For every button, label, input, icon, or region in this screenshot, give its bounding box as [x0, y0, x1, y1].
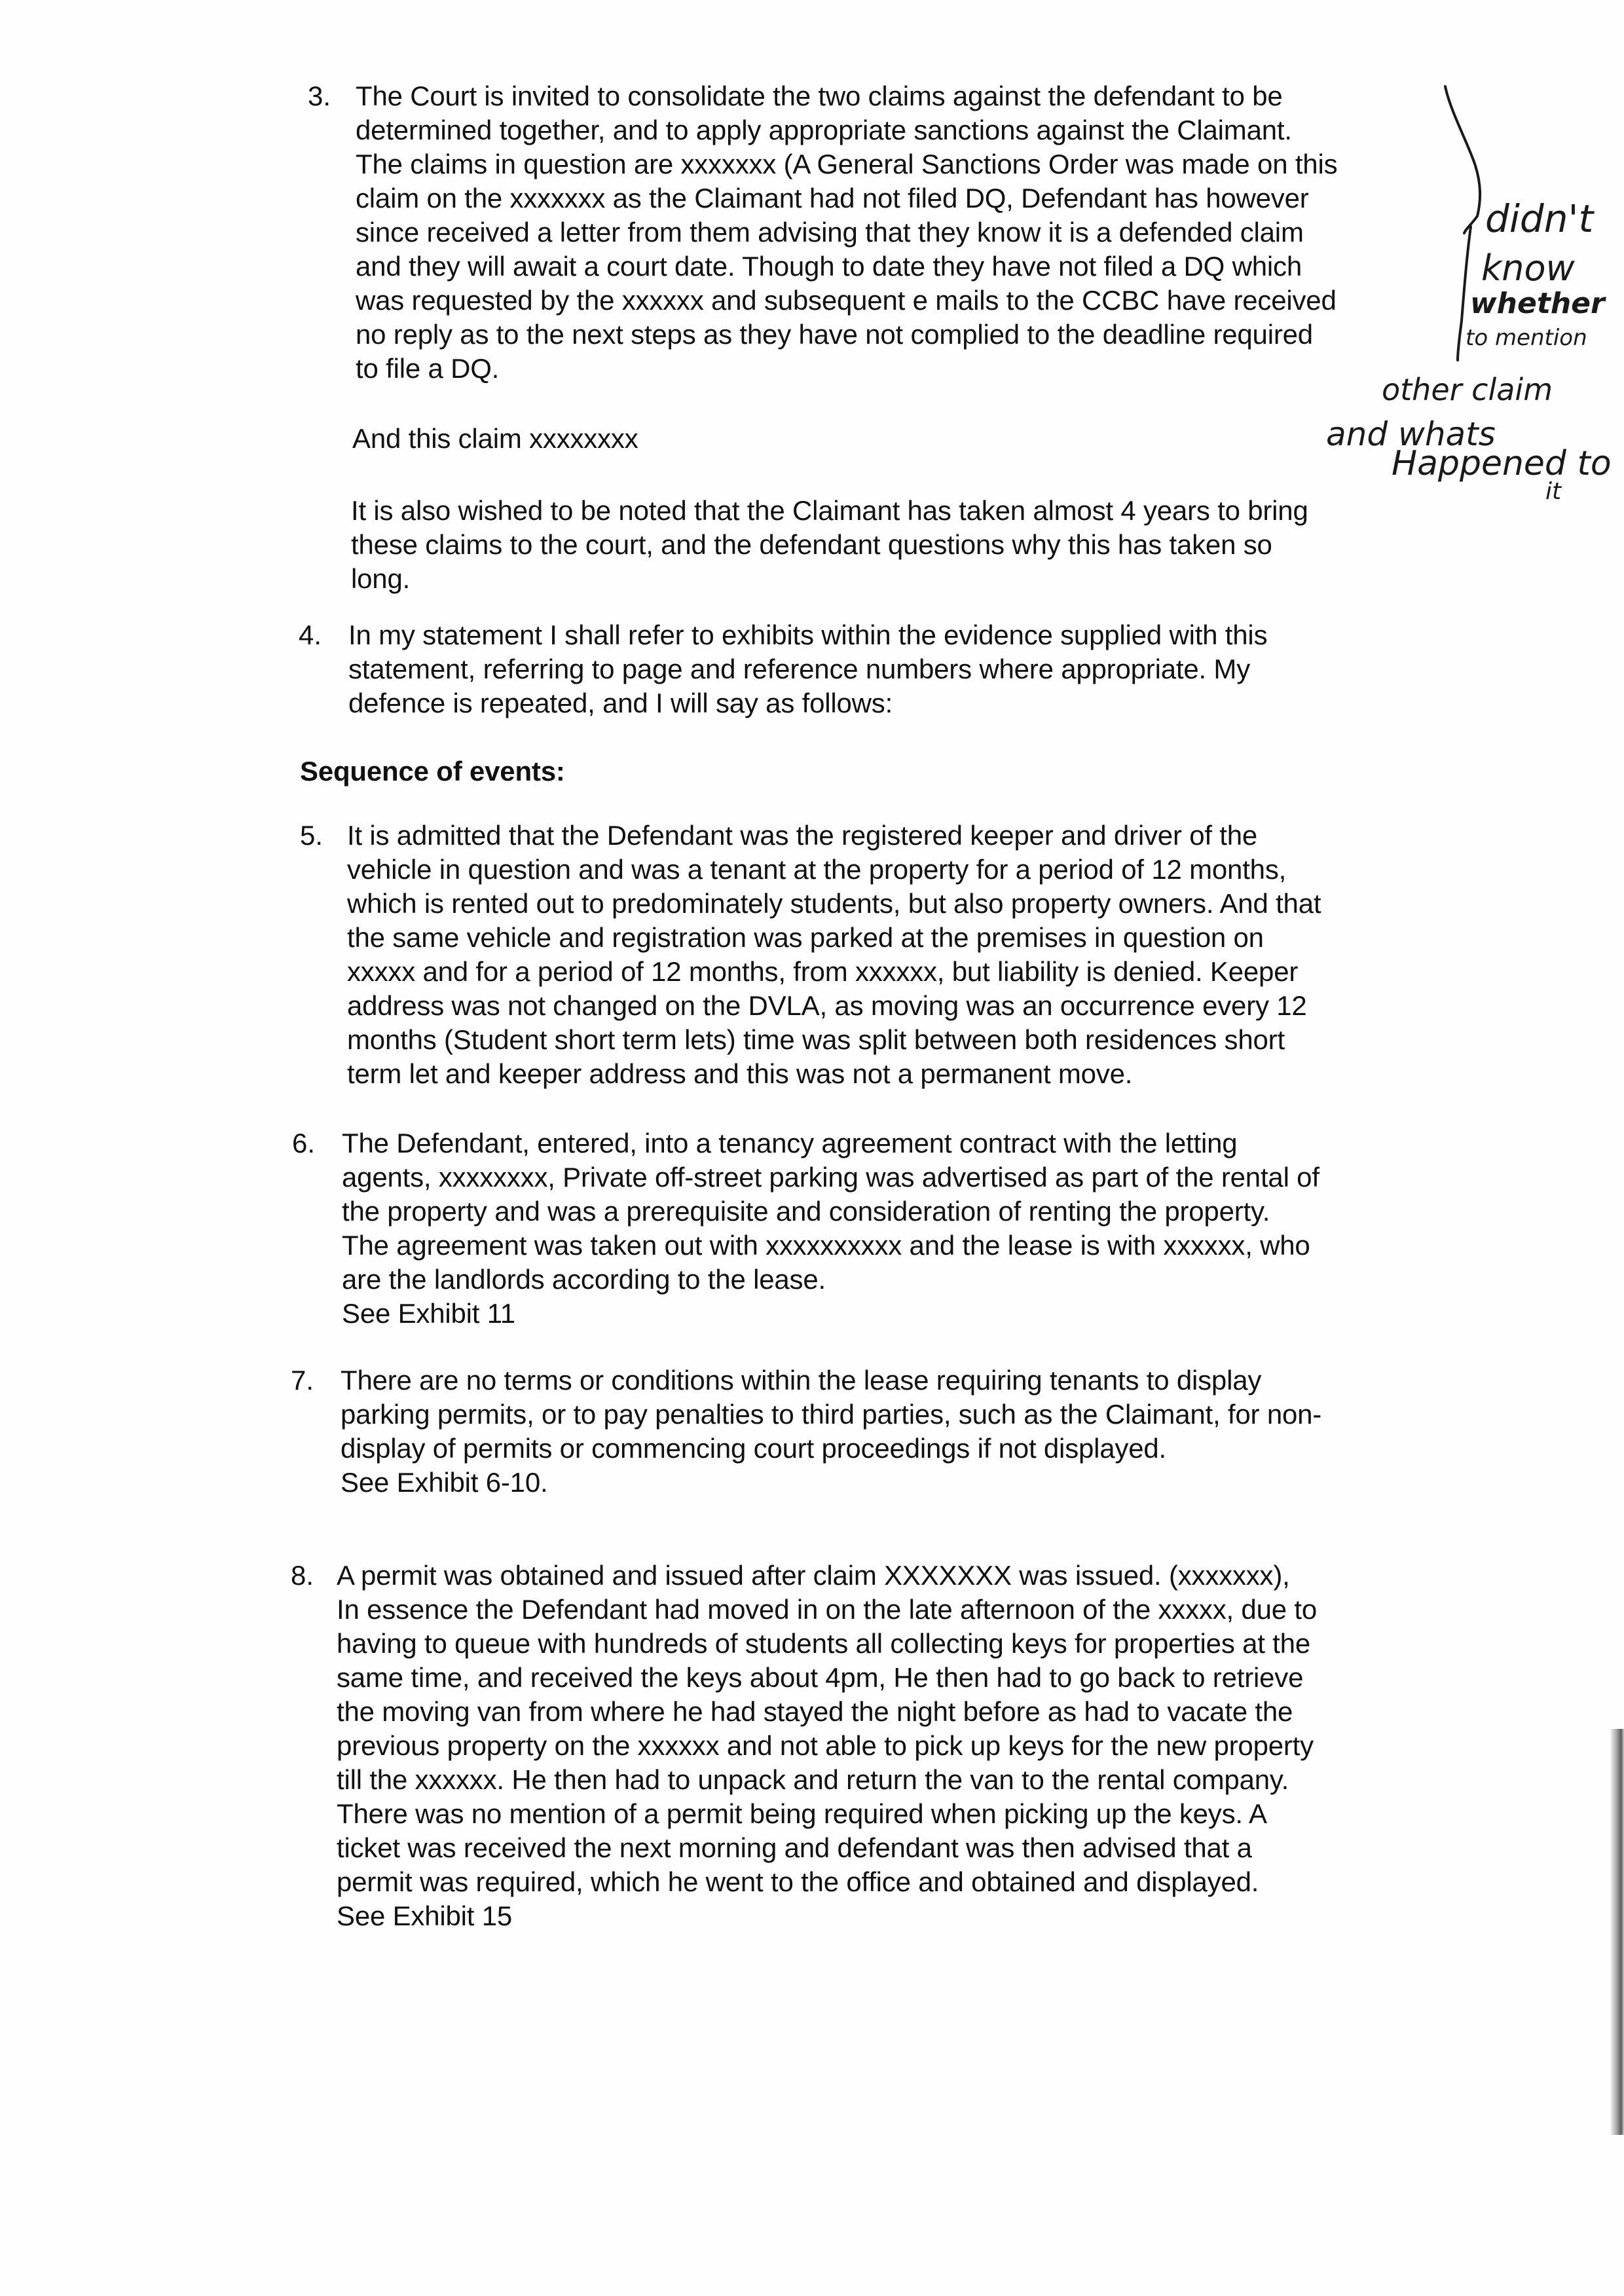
scan-edge-shadow [1610, 1729, 1624, 2135]
text-line: agents, xxxxxxxx, Private off-street parking was advertised as part of the rental of [342, 1162, 1320, 1193]
paragraph-number: 6. [292, 1128, 316, 1158]
text-line: no reply as to the next steps as they have not complied to the deadline required [356, 319, 1313, 350]
handwritten-line: to mention [1466, 325, 1587, 351]
text-line: ticket was received the next morning and defendant was then advised that a [337, 1832, 1252, 1863]
text-line: It is also wished to be noted that the Claimant has taken almost 4 years to bring [351, 495, 1308, 526]
handwritten-line: and whats [1326, 415, 1496, 453]
text-line: parking permits, or to pay penalties to third parties, such as the Claimant, for non- [341, 1399, 1322, 1430]
text-line: It is admitted that the Defendant was the registered keeper and driver of the [347, 820, 1258, 851]
text-line: long. [351, 563, 411, 594]
text-line: display of permits or commencing court proceedings if not displayed. [341, 1433, 1167, 1464]
exhibit-reference: See Exhibit 6-10. [341, 1467, 548, 1498]
section-heading: Sequence of events: [300, 756, 565, 787]
paragraph-number: 4. [299, 620, 322, 650]
text-line: In essence the Defendant had moved in on the late afternoon of the xxxxx, due to [337, 1594, 1318, 1625]
text-line: The Defendant, entered, into a tenancy agreement contract with the letting [342, 1128, 1238, 1158]
text-line: which is rented out to predominately students, but also property owners. And that [347, 888, 1321, 919]
handwritten-line: Happened to [1392, 444, 1612, 483]
text-line: term let and keeper address and this was not a permanent move. [347, 1058, 1133, 1089]
text-line: A permit was obtained and issued after claim XXXXXXX was issued. (xxxxxxx), [337, 1560, 1290, 1591]
text-line: these claims to the court, and the defendant questions why this has taken so [351, 529, 1272, 560]
exhibit-reference: See Exhibit 15 [337, 1900, 513, 1931]
text-line: defence is repeated, and I will say as follows: [348, 688, 893, 718]
text-line: to file a DQ. [356, 353, 500, 384]
text-line: and they will await a court date. Though to date they have not filed a DQ which [356, 251, 1302, 282]
text-line: permit was required, which he went to the office and obtained and displayed. [337, 1866, 1259, 1897]
text-line: are the landlords according to the lease. [342, 1264, 826, 1295]
handwritten-line: it [1545, 478, 1562, 505]
text-line: was requested by the xxxxxx and subsequent e mails to the CCBC have received [356, 285, 1337, 316]
text-line: same time, and received the keys about 4pm, He then had to go back to retrieve [337, 1662, 1304, 1693]
paragraph-number: 3. [308, 81, 331, 111]
text-line: There was no mention of a permit being required when picking up the keys. A [337, 1798, 1267, 1829]
text-line: the property and was a prerequisite and consideration of renting the property. [342, 1196, 1270, 1227]
text-line: since received a letter from them advising that they know it is a defended claim [356, 217, 1304, 248]
handwritten-line: know [1481, 248, 1575, 289]
text-line: The agreement was taken out with xxxxxxxxxx and the lease is with xxxxxx, who [342, 1230, 1310, 1261]
text-line: In my statement I shall refer to exhibits within the evidence supplied with this [348, 620, 1268, 650]
text-line: The claims in question are xxxxxxx (A General Sanctions Order was made on this [356, 149, 1338, 179]
text-line: The Court is invited to consolidate the two claims against the defendant to be [356, 81, 1283, 111]
paragraph-number: 5. [300, 820, 323, 851]
text-line: xxxxx and for a period of 12 months, from xxxxxx, but liability is denied. Keeper [347, 956, 1299, 987]
paragraph-number: 8. [291, 1560, 314, 1591]
text-line: the same vehicle and registration was parked at the premises in question on [347, 922, 1264, 953]
text-line: statement, referring to page and reference numbers where appropriate. My [348, 654, 1251, 684]
text-line: address was not changed on the DVLA, as moving was an occurrence every 12 [347, 990, 1307, 1021]
exhibit-reference: See Exhibit 11 [342, 1298, 515, 1329]
paragraph-number: 7. [291, 1365, 314, 1396]
handwritten-line: other claim [1382, 372, 1553, 407]
text-line: till the xxxxxx. He then had to unpack and return the van to the rental company. [337, 1764, 1289, 1795]
text-line: And this claim xxxxxxxx [352, 423, 638, 454]
handwritten-line: whether [1470, 287, 1605, 320]
text-line: previous property on the xxxxxx and not able to pick up keys for the new property [337, 1730, 1314, 1761]
text-line: having to queue with hundreds of students all collecting keys for properties at the [337, 1628, 1310, 1659]
text-line: the moving van from where he had stayed the night before as had to vacate the [337, 1696, 1293, 1727]
text-line: months (Student short term lets) time was split between both residences short [347, 1024, 1285, 1055]
handwritten-line: didn't [1485, 196, 1594, 241]
text-line: claim on the xxxxxxx as the Claimant had not filed DQ, Defendant has however [356, 183, 1309, 213]
text-line: There are no terms or conditions within the lease requiring tenants to display [341, 1365, 1262, 1396]
text-line: determined together, and to apply appropriate sanctions against the Claimant. [356, 115, 1292, 145]
text-line: vehicle in question and was a tenant at the property for a period of 12 months, [347, 854, 1287, 885]
